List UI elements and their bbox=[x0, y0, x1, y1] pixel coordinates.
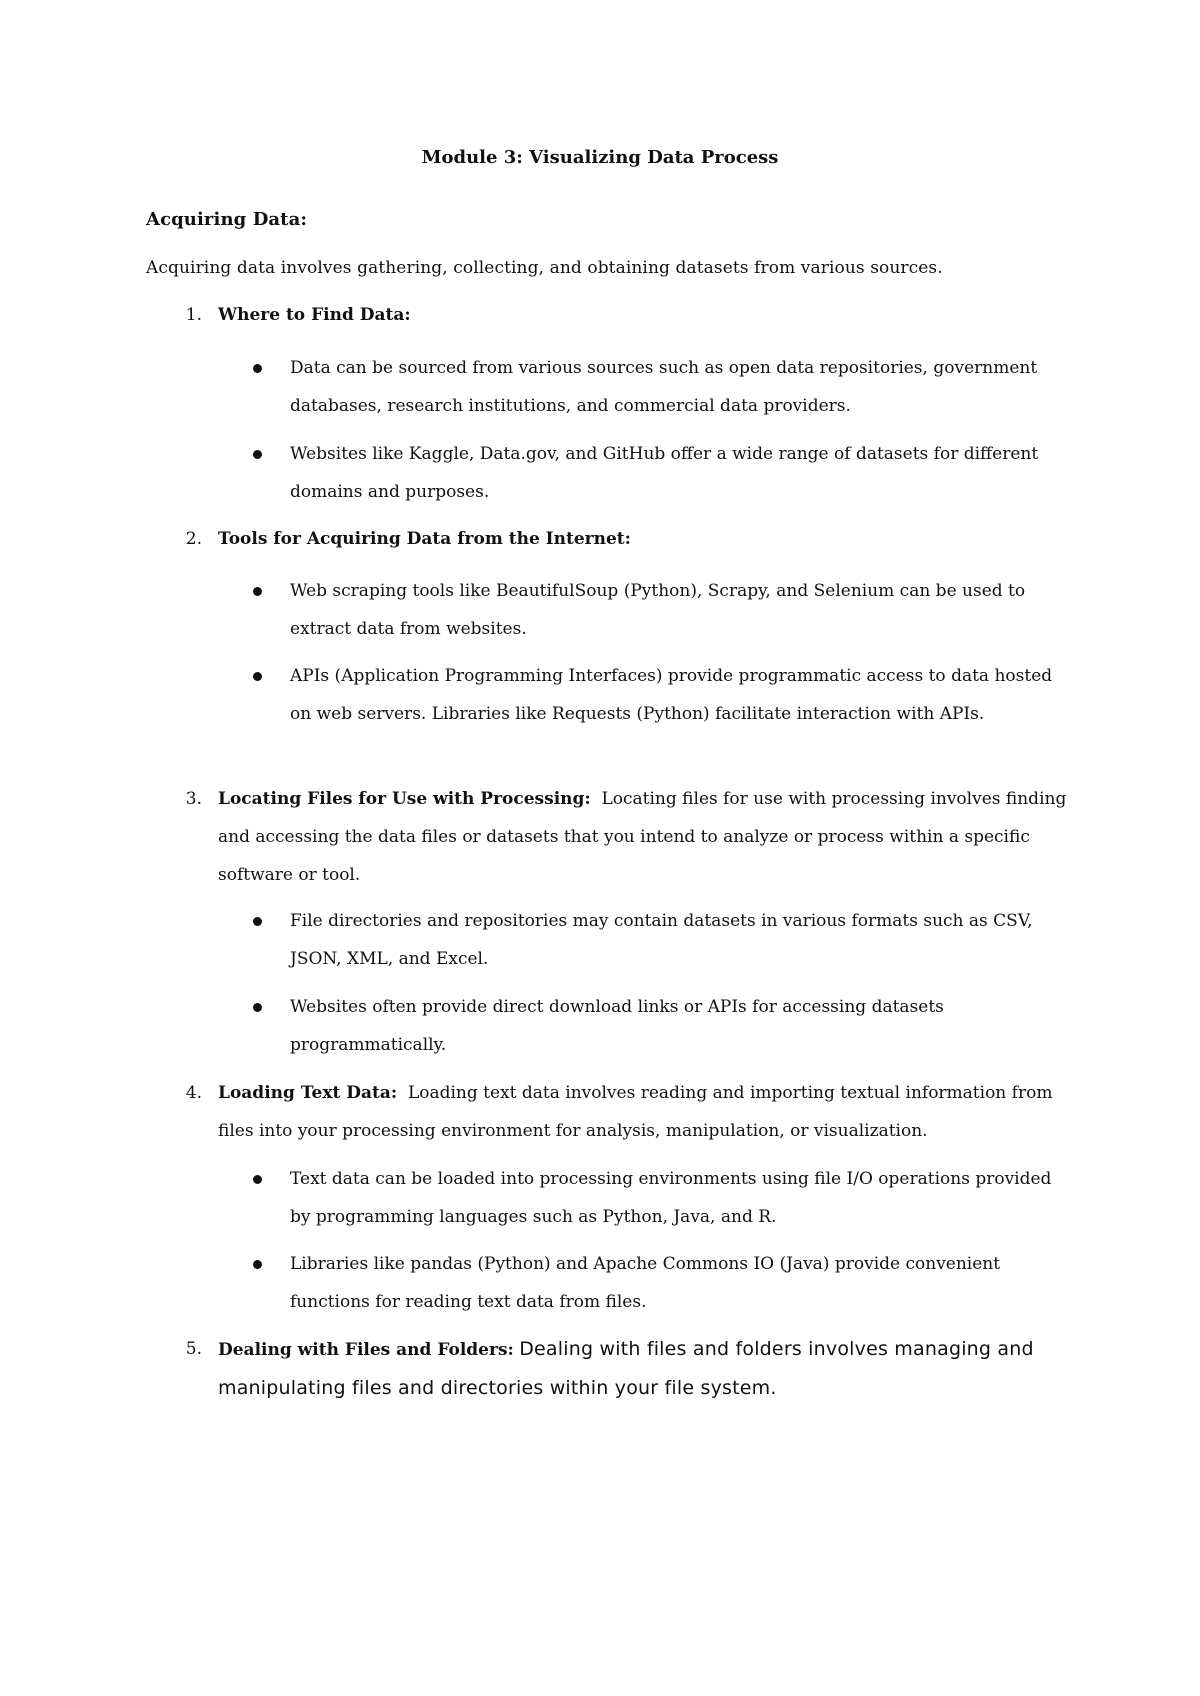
bullet-text: Data can be sourced from various sources such as open data repositories, government databases, research institutions, and commercial data providers. bbox=[290, 358, 1038, 416]
bullet-dot-icon bbox=[253, 917, 262, 926]
item-body: Locating files for use with processing involves finding and accessing the data files or datasets that you intend to analyze or process within a specific software or tool. bbox=[218, 789, 1067, 885]
bullet-dot-icon bbox=[253, 1003, 262, 1012]
item-label: Tools for Acquiring Data from the Internet: bbox=[218, 529, 631, 549]
bullet-text: Text data can be loaded into processing environments using file I/O operations provided by programming languages such as Python, Java, and R. bbox=[290, 1169, 1052, 1227]
bullet-item bbox=[290, 1245, 1070, 1321]
bullet-dot-icon bbox=[253, 1175, 262, 1184]
bullet-item bbox=[290, 988, 1070, 1064]
item-text bbox=[218, 520, 1068, 558]
bullet-text: Web scraping tools like BeautifulSoup (Python), Scrapy, and Selenium can be used to extract data from websites. bbox=[290, 581, 1026, 639]
item-label: Loading Text Data: bbox=[218, 1083, 398, 1103]
bullet-dot-icon bbox=[253, 587, 262, 596]
item-text bbox=[218, 1330, 1068, 1408]
bullet-item bbox=[290, 1160, 1070, 1236]
item-label: Dealing with Files and Folders: bbox=[218, 1340, 514, 1360]
intro-paragraph: Acquiring data involves gathering, collecting, and obtaining datasets from various sources. bbox=[146, 258, 943, 278]
item-number: 1. bbox=[185, 305, 202, 325]
bullet-text: Websites like Kaggle, Data.gov, and GitHub offer a wide range of datasets for different domains and purposes. bbox=[290, 444, 1039, 502]
item-number: 3. bbox=[185, 789, 202, 809]
bullet-text: Libraries like pandas (Python) and Apache Commons IO (Java) provide convenient functions for reading text data from files. bbox=[290, 1254, 1001, 1312]
bullet-item bbox=[290, 572, 1070, 648]
bullet-text: APIs (Application Programming Interfaces) provide programmatic access to data hosted on web servers. Libraries like Requests (Python) facilitate interaction with APIs. bbox=[290, 666, 1053, 724]
item-number: 5. bbox=[185, 1339, 202, 1359]
bullet-text: Websites often provide direct download links or APIs for accessing datasets programmatically. bbox=[290, 997, 944, 1055]
bullet-item bbox=[290, 435, 1070, 511]
bullet-text: File directories and repositories may contain datasets in various formats such as CSV, JSON, XML, and Excel. bbox=[290, 911, 1033, 969]
item-label: Locating Files for Use with Processing: bbox=[218, 789, 591, 809]
bullet-item bbox=[290, 657, 1070, 733]
item-number: 2. bbox=[185, 529, 202, 549]
bullet-dot-icon bbox=[253, 672, 262, 681]
item-label: Where to Find Data: bbox=[218, 305, 411, 325]
item-body: Loading text data involves reading and importing textual information from files into your processing environment for analysis, manipulation, or visualization. bbox=[218, 1083, 1053, 1141]
section-heading: Acquiring Data: bbox=[146, 209, 308, 230]
item-text bbox=[218, 1074, 1068, 1150]
bullet-dot-icon bbox=[253, 364, 262, 373]
document-title: Module 3: Visualizing Data Process bbox=[421, 147, 779, 168]
bullet-dot-icon bbox=[253, 450, 262, 459]
item-text bbox=[218, 780, 1068, 894]
bullet-item bbox=[290, 349, 1070, 425]
item-number: 4. bbox=[185, 1083, 202, 1103]
bullet-dot-icon bbox=[253, 1260, 262, 1269]
item-text bbox=[218, 296, 1068, 334]
item-body: Dealing with files and folders involves managing and manipulating files and directories within your file system. bbox=[218, 1338, 1034, 1399]
bullet-item bbox=[290, 902, 1070, 978]
